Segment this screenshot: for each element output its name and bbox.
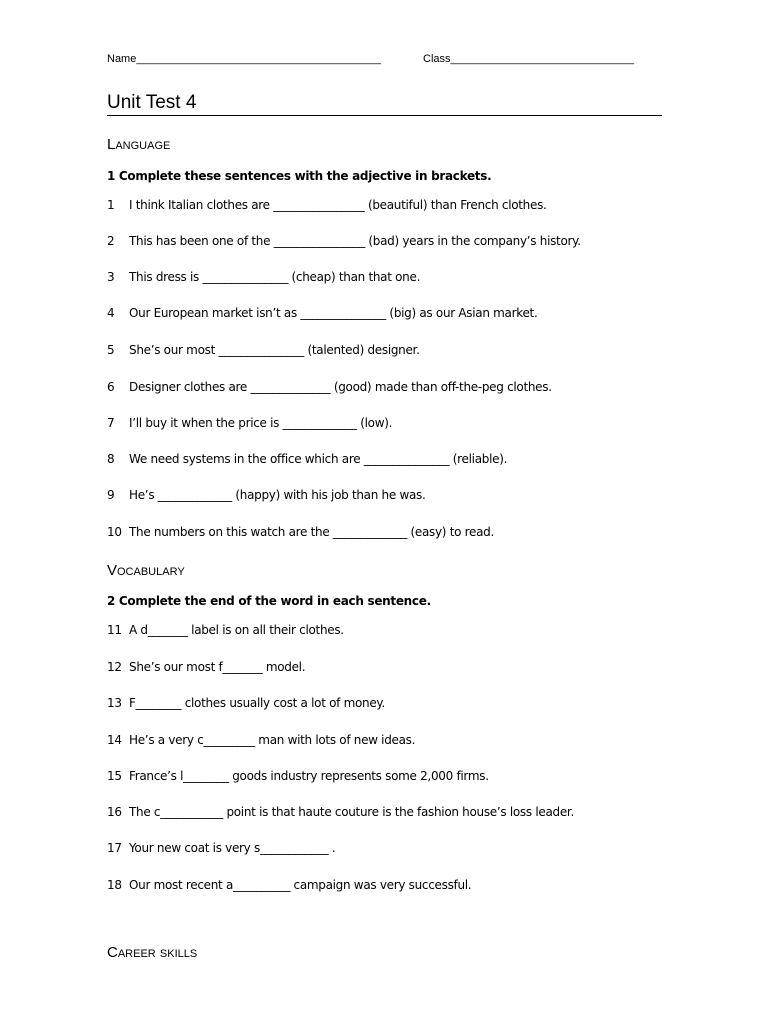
question-number: 5: [107, 343, 115, 357]
question-text: Your new coat is very s____________ .: [129, 841, 336, 855]
question-number: 8: [107, 452, 115, 466]
question-number: 7: [107, 416, 115, 430]
question-number: 13: [107, 696, 122, 710]
question-text: The c___________ point is that haute couture is the fashion house’s loss leader.: [129, 805, 574, 819]
section-heading-career-skills: Career skills: [107, 944, 198, 961]
question-text: She’s our most _______________ (talented) designer.: [129, 343, 420, 357]
question-number: 3: [107, 270, 115, 284]
question-item: [107, 343, 707, 357]
question-number: 17: [107, 841, 122, 855]
question-item: [107, 878, 707, 892]
question-item: [107, 733, 707, 747]
question-item: [107, 841, 707, 855]
question-number: 15: [107, 769, 122, 783]
page-title: Unit Test 4: [107, 92, 662, 116]
question-number: 6: [107, 380, 115, 394]
question-text: The numbers on this watch are the _____________ (easy) to read.: [129, 525, 495, 539]
instruction-vocabulary: 2 Complete the end of the word in each sentence.: [107, 594, 431, 608]
question-number: 1: [107, 198, 115, 212]
question-number: 9: [107, 488, 115, 502]
question-number: 11: [107, 623, 122, 637]
question-number: 16: [107, 805, 122, 819]
question-item: [107, 198, 707, 212]
question-number: 12: [107, 660, 122, 674]
question-text: A d_______ label is on all their clothes.: [129, 623, 344, 637]
question-item: [107, 623, 707, 637]
question-text: She’s our most f_______ model.: [129, 660, 306, 674]
question-item: [107, 452, 707, 466]
question-item: [107, 769, 707, 783]
question-number: 14: [107, 733, 122, 747]
question-text: France’s l________ goods industry represents some 2,000 firms.: [129, 769, 489, 783]
question-item: [107, 805, 707, 819]
class-field-label: Class______________________________: [423, 53, 635, 65]
question-number: 18: [107, 878, 122, 892]
question-number: 10: [107, 525, 122, 539]
question-text: He’s a very c_________ man with lots of new ideas.: [129, 733, 416, 747]
question-text: This dress is _______________ (cheap) than that one.: [129, 270, 421, 284]
instruction-language: 1 Complete these sentences with the adjective in brackets.: [107, 169, 492, 183]
question-item: [107, 660, 707, 674]
question-item: [107, 270, 707, 284]
question-text: He’s _____________ (happy) with his job than he was.: [129, 488, 426, 502]
section-heading-vocabulary: Vocabulary: [107, 562, 185, 579]
question-text: I’ll buy it when the price is _____________ (low).: [129, 416, 393, 430]
question-item: [107, 488, 707, 502]
question-text: I think Italian clothes are ________________ (beautiful) than French clothes.: [129, 198, 547, 212]
question-item: [107, 416, 707, 430]
question-item: [107, 306, 707, 320]
question-item: [107, 696, 707, 710]
question-text: Our European market isn’t as _______________ (big) as our Asian market.: [129, 306, 538, 320]
question-text: We need systems in the office which are _______________ (reliable).: [129, 452, 508, 466]
question-item: [107, 380, 707, 394]
section-heading-language: Language: [107, 136, 171, 153]
question-item: [107, 525, 707, 539]
question-number: 4: [107, 306, 115, 320]
question-text: This has been one of the ________________ (bad) years in the company’s history.: [129, 234, 581, 248]
question-text: Our most recent a__________ campaign was very successful.: [129, 878, 472, 892]
question-text: F________ clothes usually cost a lot of money.: [129, 696, 386, 710]
question-number: 2: [107, 234, 115, 248]
question-text: Designer clothes are ______________ (good) made than off-the-peg clothes.: [129, 380, 552, 394]
question-item: [107, 234, 707, 248]
name-field-label: Name________________________________________: [107, 53, 382, 65]
